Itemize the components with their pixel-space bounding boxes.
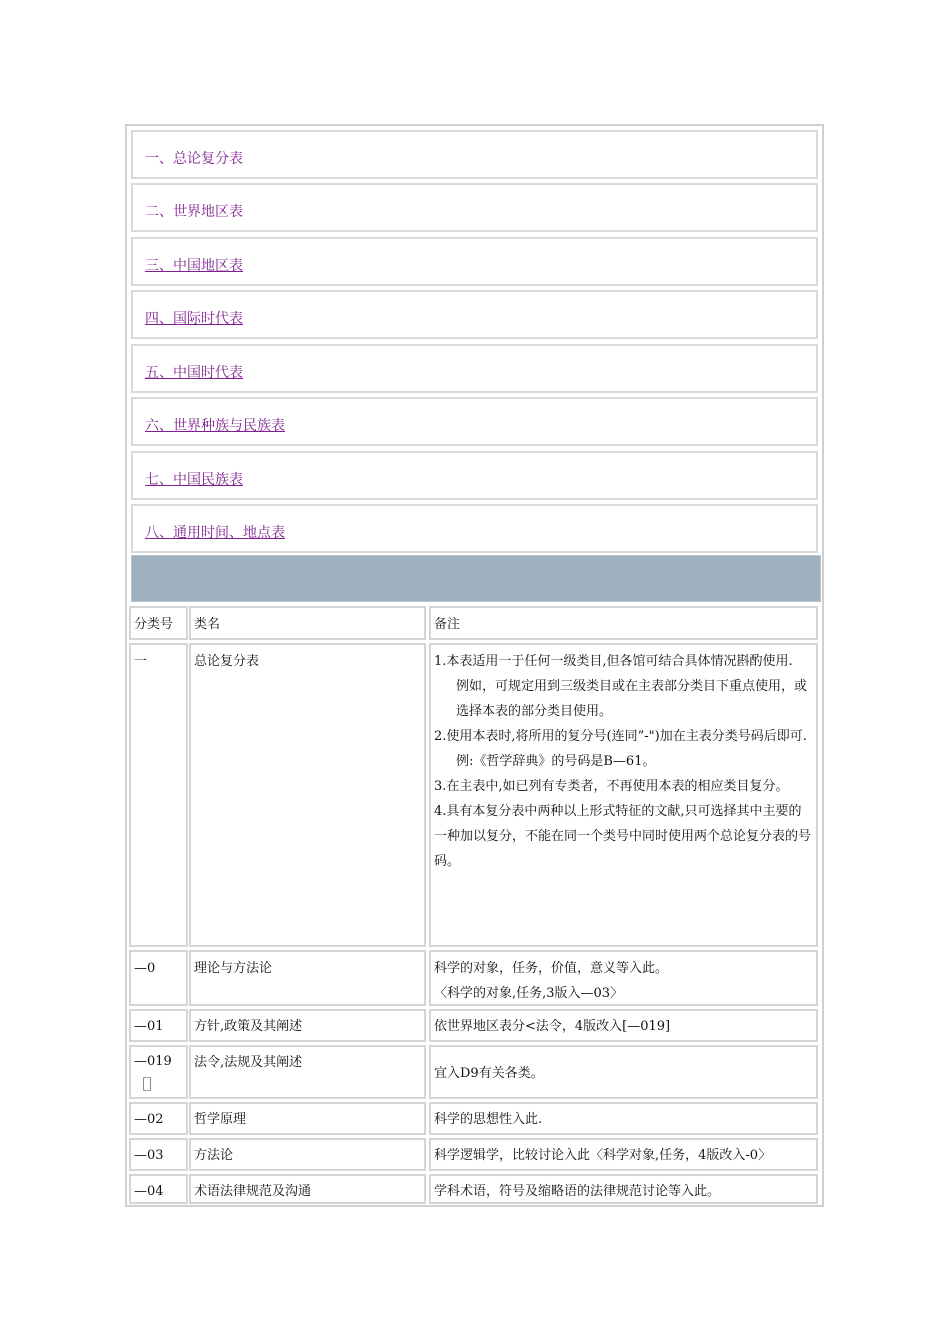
row-notes: [429, 1045, 818, 1099]
row-name: 方法论: [189, 1138, 426, 1171]
note-line: 例:《哲学辞典》的号码是B—61。: [456, 754, 656, 769]
row-name: 总论复分表: [189, 643, 426, 947]
note-line: 学科术语，符号及缩略语的法律规范讨论等入此。: [434, 1184, 721, 1199]
note-line: 科学的对象，任务，价值，意义等入此。: [434, 961, 669, 976]
header-code: 分类号: [129, 606, 188, 640]
nav-row: [131, 290, 818, 339]
nav-link-china-eras[interactable]: 五、中国时代表: [145, 365, 243, 381]
row-code: —019［］: [129, 1045, 188, 1099]
row-code: 一: [129, 643, 188, 947]
row-notes: [429, 950, 818, 1006]
nav-link-china-regions[interactable]: 三、中国地区表: [145, 258, 243, 274]
nav-row: [131, 451, 818, 500]
note-line: 依世界地区表分<法令，4版改入[—019]: [434, 1019, 671, 1034]
row-code: —0: [129, 950, 188, 1006]
note-line: 3.在主表中,如已列有专类者，不再使用本表的相应类目复分。: [434, 779, 789, 794]
nav-row: [131, 397, 818, 446]
nav-row: [131, 344, 818, 393]
note-line: 1.本表适用一于任何一级类目,但各馆可结合具体情况斟酌使用.: [434, 654, 793, 669]
nav-link-world-ethnic[interactable]: 六、世界种族与民族表: [145, 418, 285, 434]
row-name: 法令,法规及其阐述: [189, 1045, 426, 1099]
note-line: 4.具有本复分表中两种以上形式特征的文献,只可选择其中主要的一种加以复分，不能在同一个类号中同时使用两个总论复分表的号码。: [434, 804, 812, 869]
nav-row: [131, 504, 818, 553]
note-line: 〈科学的对象,任务,3版入—03〉: [434, 986, 624, 1001]
row-name: 哲学原理: [189, 1102, 426, 1135]
nav-link-general[interactable]: 一、总论复分表: [145, 151, 243, 167]
row-notes: [429, 1174, 818, 1204]
row-notes: [429, 1102, 818, 1135]
note-line: 例如，可规定用到三级类目或在主表部分类目下重点使用，或选择本表的部分类目使用。: [456, 679, 808, 719]
nav-link-world-regions[interactable]: 二、世界地区表: [145, 204, 243, 220]
row-name: 方针,政策及其阐述: [189, 1009, 426, 1042]
row-name: 理论与方法论: [189, 950, 426, 1006]
row-notes: [429, 643, 818, 947]
nav-row: [131, 237, 818, 286]
nav-link-intl-eras[interactable]: 四、国际时代表: [145, 311, 243, 327]
row-code: —02: [129, 1102, 188, 1135]
note-line: 科学的思想性入此.: [434, 1112, 543, 1127]
section-banner: [131, 555, 821, 602]
nav-row: [131, 183, 818, 232]
nav-link-china-ethnic[interactable]: 七、中国民族表: [145, 472, 243, 488]
header-name: 类名: [189, 606, 426, 640]
note-line: 宜入D9有关各类。: [434, 1066, 544, 1081]
note-line: 科学逻辑学，比较讨论入此〈科学对象,任务，4版改入-0〉: [434, 1148, 772, 1163]
nav-link-time-place[interactable]: 八、通用时间、地点表: [145, 525, 285, 541]
row-code: —01: [129, 1009, 188, 1042]
note-line: 2.使用本表时,将所用的复分号(连同”-")加在主表分类号码后即可.: [434, 729, 807, 744]
classification-frame: [125, 124, 824, 1207]
row-name: 术语法律规范及沟通: [189, 1174, 426, 1204]
nav-row: [131, 130, 818, 179]
row-notes: [429, 1138, 818, 1171]
header-notes: 备注: [429, 606, 818, 640]
row-notes: [429, 1009, 818, 1042]
row-code: —03: [129, 1138, 188, 1171]
row-code: —04: [129, 1174, 188, 1204]
